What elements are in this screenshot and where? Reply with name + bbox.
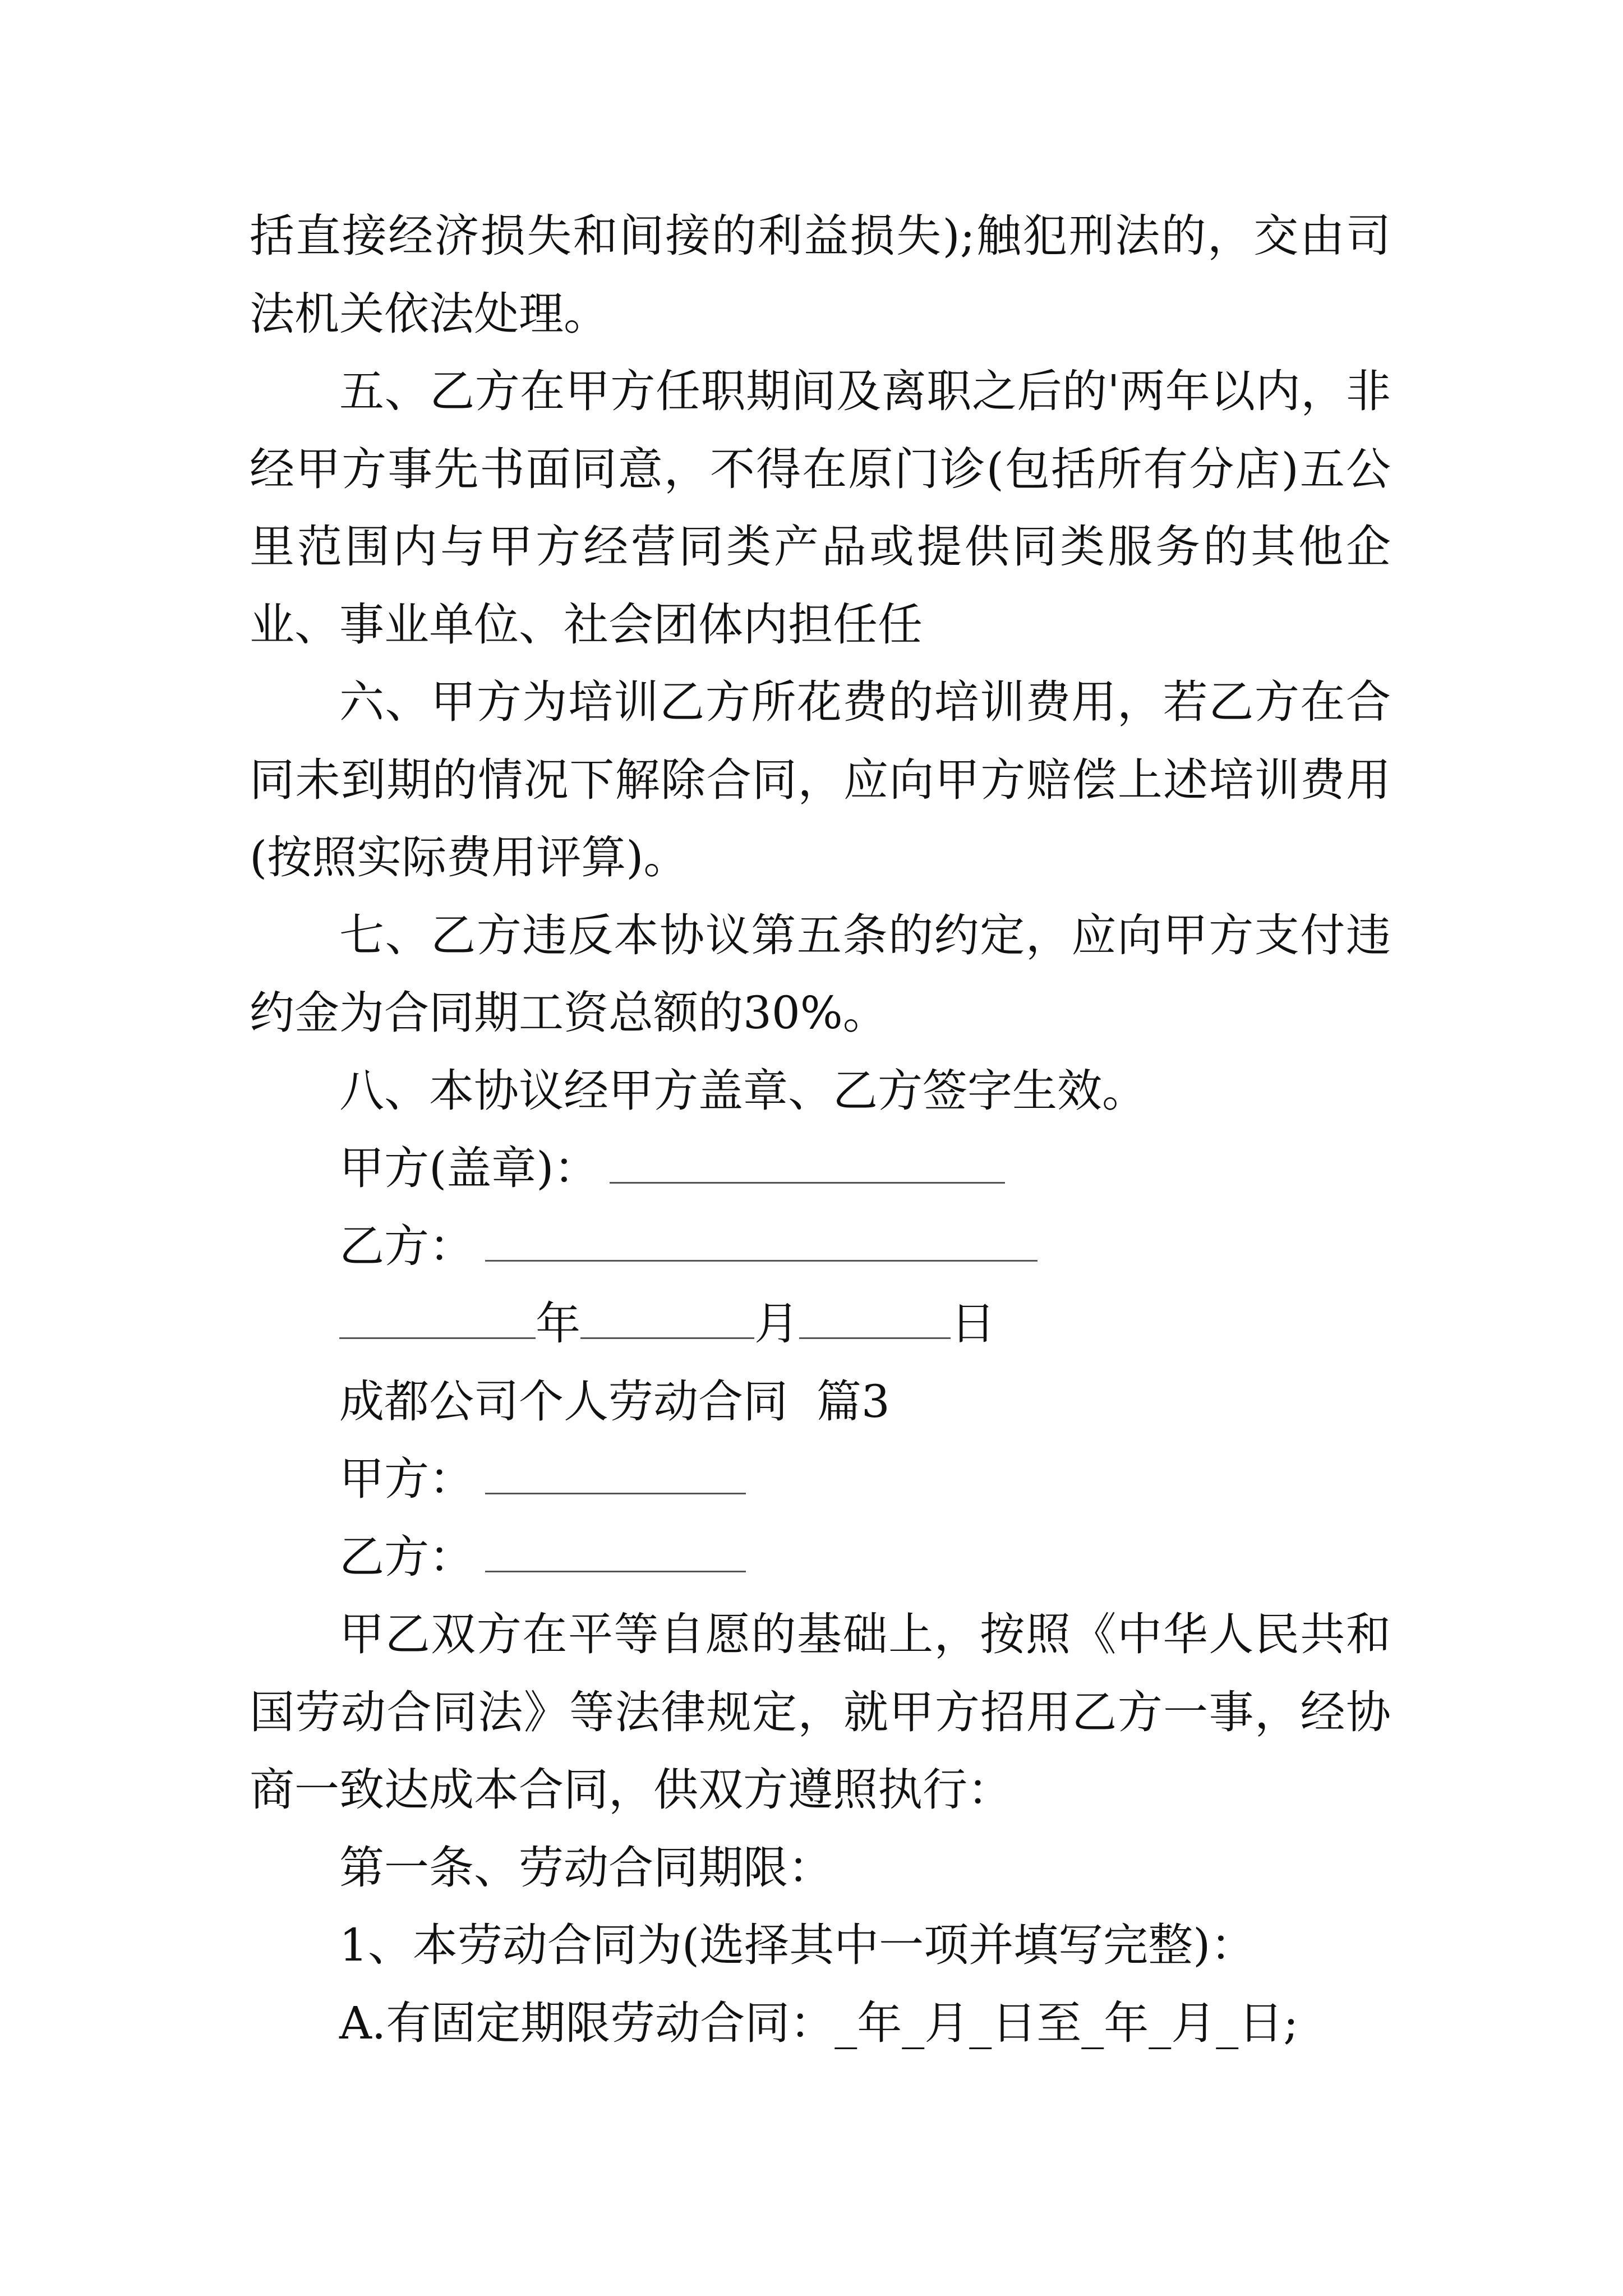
date-day-blank[interactable] <box>799 1304 951 1339</box>
signature-party-b-label: 乙方： <box>339 1220 474 1272</box>
signature-party-a <box>250 1130 1391 1208</box>
party-b-blank[interactable] <box>485 1537 746 1572</box>
document-body <box>250 197 1391 2062</box>
date-month-blank[interactable] <box>580 1304 754 1339</box>
signature-party-b <box>250 1208 1391 1286</box>
party-b-label: 乙方： <box>339 1530 474 1583</box>
party-a-line <box>250 1441 1391 1519</box>
paragraph-clause-6: 六、甲方为培训乙方所花费的培训费用，若乙方在合同未到期的情况下解除合同，应向甲方赔偿上述培训费用(按照实际费用评算)。 <box>250 676 1391 884</box>
paragraph-intro: 甲乙双方在平等自愿的基础上，按照《中华人民共和国劳动合同法》等法律规定，就甲方招用乙方一事，经协商一致达成本合同，供双方遵照执行： <box>250 1608 1391 1816</box>
date-year-label: 年 <box>536 1297 580 1350</box>
signature-date <box>250 1285 1391 1363</box>
signature-party-a-blank[interactable] <box>610 1148 1005 1184</box>
party-a-blank[interactable] <box>485 1459 746 1494</box>
date-month-label: 月 <box>754 1297 799 1350</box>
paragraph-clause-8: 八、本协议经甲方盖章、乙方签字生效。 <box>339 1064 1147 1117</box>
paragraph-liability: 括直接经济损失和间接的利益损失);触犯刑法的，交由司法机关依法处理。 <box>250 210 1391 340</box>
date-day-label: 日 <box>951 1297 995 1350</box>
article-1-title: 第一条、劳动合同期限： <box>339 1841 833 1894</box>
article-1-item-a: A.有固定期限劳动合同：_年_月_日至_年_月_日; <box>339 1996 1299 2049</box>
signature-party-a-label: 甲方(盖章)： <box>339 1142 599 1194</box>
party-b-line <box>250 1519 1391 1596</box>
party-a-label: 甲方： <box>339 1453 474 1505</box>
section-title: 成都公司个人劳动合同 篇3 <box>339 1375 890 1428</box>
paragraph-clause-5: 五、乙方在甲方任职期间及离职之后的'两年以内，非经甲方事先书面同意，不得在原门诊(包括所有分店)五公里范围内与甲方经营同类产品或提供同类服务的其他企业、事业单位、社会团体内担任任 <box>250 365 1391 651</box>
paragraph-clause-7: 七、乙方违反本协议第五条的约定，应向甲方支付违约金为合同期工资总额的30%。 <box>250 909 1391 1039</box>
signature-party-b-blank[interactable] <box>485 1226 1038 1262</box>
date-year-blank[interactable] <box>339 1304 536 1339</box>
article-1-item-1: 1、本劳动合同为(选择其中一项并填写完整)： <box>339 1919 1256 1971</box>
